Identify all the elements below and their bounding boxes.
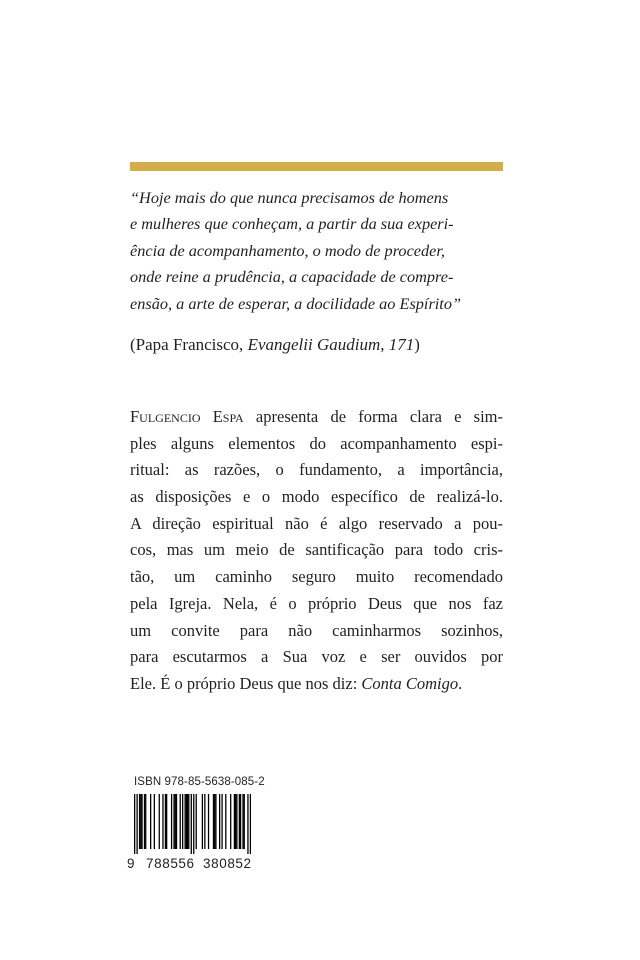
barcode-bar <box>219 794 220 849</box>
ean13-barcode-icon <box>134 794 251 854</box>
blurb-last-prefix: Ele. É o próprio Deus que nos diz: <box>130 673 362 693</box>
barcode-bar <box>213 794 214 849</box>
barcode-bar <box>239 794 240 849</box>
barcode-bar <box>225 794 226 849</box>
attribution-suffix: ) <box>414 335 420 354</box>
barcode-bar <box>188 794 189 849</box>
barcode-bar <box>162 794 163 849</box>
blurb-line: as disposições e o modo específico de realizá-lo. <box>130 487 503 507</box>
blurb-line: cos, mas um meio de santificação para todo cris- <box>130 540 503 560</box>
barcode-bar <box>159 794 160 849</box>
barcode-guard-bar <box>191 794 192 854</box>
barcode-bar <box>208 794 209 849</box>
barcode-bar <box>180 794 181 849</box>
blurb-line-last <box>130 671 503 698</box>
barcode-guard-bar <box>136 794 137 854</box>
blurb-line: tão, um caminho seguro muito recomendado <box>130 567 503 587</box>
barcode-bar <box>144 794 145 849</box>
barcode-bar <box>236 794 237 849</box>
barcode-guard-bar <box>250 794 251 854</box>
barcode-bar <box>242 794 243 849</box>
barcode-bar <box>221 794 222 849</box>
barcode-guard-bar <box>193 794 194 854</box>
barcode-bar <box>196 794 197 849</box>
barcode-bar <box>173 794 174 849</box>
barcode-bar <box>214 794 215 849</box>
blurb-line <box>130 404 503 431</box>
quote-line: ência de acompanhamento, o modo de proceder, <box>130 240 445 260</box>
barcode-bar <box>240 794 241 849</box>
epigraph-quote <box>130 185 510 317</box>
isbn-label: ISBN 978-85-5638-085-2 <box>134 776 265 788</box>
back-cover-blurb <box>130 404 503 698</box>
gold-accent-rule <box>130 162 503 171</box>
barcode-bar <box>244 794 245 849</box>
barcode-bar <box>215 794 216 849</box>
quote-line: ensão, a arte de esperar, a docilidade ao Espírito” <box>130 293 462 313</box>
barcode-bar <box>176 794 177 849</box>
barcode-guard-bar <box>247 794 248 854</box>
quote-attribution <box>130 333 510 357</box>
blurb-line: pela Igreja. Nela, é o próprio Deus que nos faz <box>130 593 503 613</box>
barcode-bar <box>175 794 176 849</box>
blurb-line-rest: apresenta de forma clara e sim- <box>243 407 503 426</box>
barcode-bar <box>235 794 236 849</box>
barcode-bar <box>234 794 235 849</box>
barcode-bar <box>139 794 140 849</box>
blurb-line: ritual: as razões, o fundamento, a importância, <box>130 460 503 480</box>
blurb-last-suffix: . <box>458 673 463 693</box>
barcode-bar <box>166 794 167 849</box>
blurb-line: para escutarmos a Sua voz e ser ouvidos por <box>130 647 503 667</box>
book-title-inline: Conta Comigo <box>361 673 459 693</box>
barcode-bar <box>171 794 172 849</box>
barcode-digits-right: 380852 <box>203 856 252 871</box>
blurb-line: A direção espiritual não é algo reservado a pou- <box>130 513 503 533</box>
quote-line: “Hoje mais do que nunca precisamos de homens <box>130 188 449 207</box>
barcode-bar <box>141 794 142 849</box>
quote-line: onde reine a prudência, a capacidade de compre- <box>130 267 454 287</box>
barcode-bar <box>150 794 151 849</box>
attribution-source: Evangelii Gaudium, 171 <box>247 335 415 354</box>
attribution-prefix: (Papa Francisco, <box>130 335 248 354</box>
barcode-bar <box>186 794 187 849</box>
barcode-bar <box>204 794 205 849</box>
barcode-bar <box>184 794 185 849</box>
barcode-bar <box>182 794 183 849</box>
barcode-bar <box>165 794 166 849</box>
barcode-bar <box>202 794 203 849</box>
quote-line: e mulheres que conheçam, a partir da sua experi- <box>130 214 454 234</box>
barcode-digit-first: 9 <box>127 856 135 871</box>
barcode-bar <box>145 794 146 849</box>
barcode-bar <box>140 794 141 849</box>
barcode-bar <box>187 794 188 849</box>
author-name: Fulgencio Espa <box>130 407 244 426</box>
barcode-bar <box>154 794 155 849</box>
barcode-bar <box>230 794 231 849</box>
barcode-digits-left: 788556 <box>146 856 195 871</box>
blurb-line: ples alguns elementos do acompanhamento espi- <box>130 433 503 453</box>
barcode-guard-bar <box>134 794 135 854</box>
blurb-line: um convite para não caminharmos sozinhos, <box>130 620 503 640</box>
